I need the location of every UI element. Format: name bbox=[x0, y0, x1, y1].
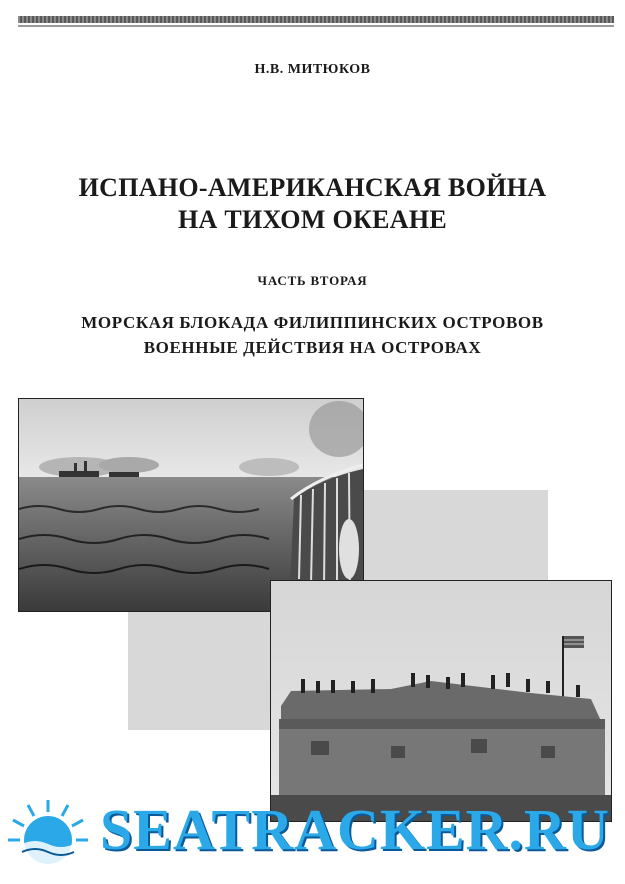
author-name: Н.В. МИТЮКОВ bbox=[254, 62, 371, 77]
gray-background-block-left bbox=[128, 610, 270, 730]
gray-background-block-right bbox=[362, 490, 548, 580]
part-label: ЧАСТЬ ВТОРАЯ bbox=[257, 273, 368, 288]
book-subtitle bbox=[0, 310, 625, 360]
title-line-1: ИСПАНО-АМЕРИКАНСКАЯ ВОЙНА bbox=[78, 173, 547, 202]
subtitle-line-2: ВОЕННЫЕ ДЕЙСТВИЯ НА ОСТРОВАХ bbox=[143, 338, 482, 357]
top-decorative-rule bbox=[18, 16, 614, 23]
watermark-text: SEATRACKER.RU bbox=[100, 797, 610, 862]
top-thin-rule bbox=[18, 25, 614, 27]
title-line-2: НА ТИХОМ ОКЕАНЕ bbox=[177, 205, 448, 234]
book-title bbox=[0, 172, 625, 236]
subtitle-line-1: МОРСКАЯ БЛОКАДА ФИЛИППИНСКИХ ОСТРОВОВ bbox=[81, 313, 544, 332]
